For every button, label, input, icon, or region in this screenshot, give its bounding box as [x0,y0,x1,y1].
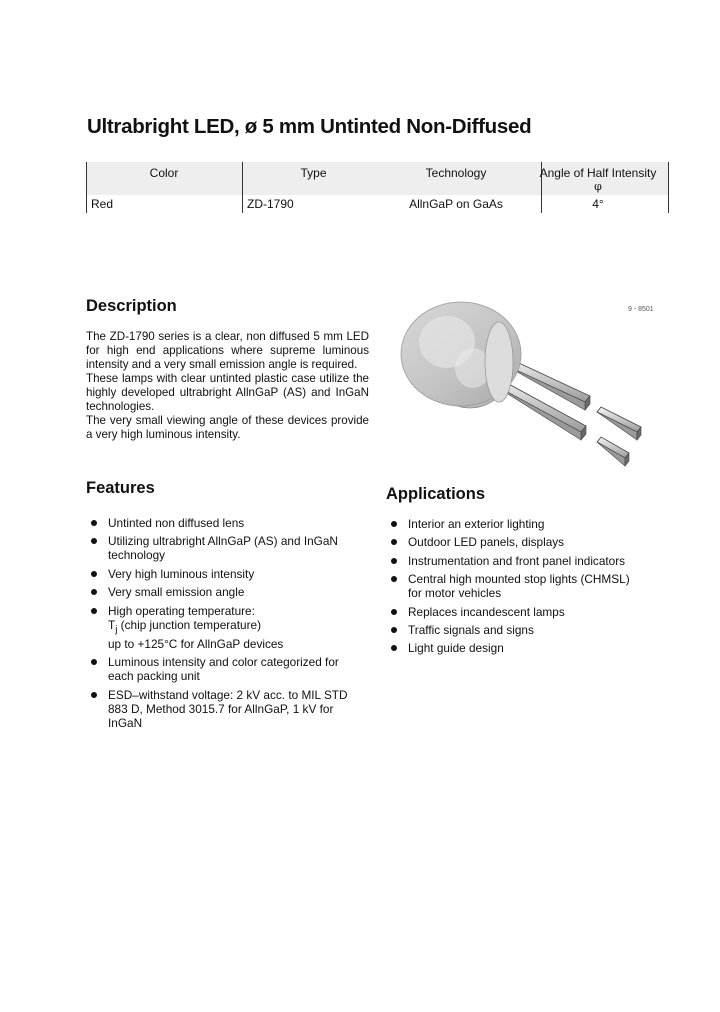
bullet-icon [91,520,97,526]
led-lead-fragment [597,437,629,466]
figure-id: 9 - 8501 [628,306,654,313]
list-item: Traffic signals and signs [386,623,656,637]
temp-range: up to +125°C for AllnGaP devices [108,636,284,651]
page-title: Ultrabright LED, ø 5 mm Untinted Non-Diffused [87,115,532,138]
list-item: Untinted non diffused lens [86,516,376,530]
list-item: Instrumentation and front panel indicators [386,554,656,568]
cell-type: ZD-1790 [247,197,294,211]
features-list [86,516,376,734]
bullet-icon [91,571,97,577]
bullet-icon [391,645,397,651]
header-angle-symbol: φ [594,180,602,193]
description-paragraph: The very small viewing angle of these devices provide a very high luminous intensity. [86,414,369,441]
list-item: Very high luminous intensity [86,567,376,581]
led-illustration [385,290,655,475]
bullet-icon [91,608,97,614]
header-technology: Technology [425,166,487,180]
header-angle: Angle of Half Intensity [539,166,657,180]
list-item: Outdoor LED panels, displays [386,535,656,549]
bullet-icon [91,538,97,544]
list-item: Interior an exterior lighting [386,517,656,531]
description-paragraph: These lamps with clear untinted plastic case utilize the highly developed ultrabright AllnGaP (AS) and InGaN technologies. [86,372,369,413]
led-body [401,302,521,408]
applications-heading: Applications [386,485,486,503]
list-item: Very small emission angle [86,585,376,599]
description-text [86,330,369,442]
bullet-icon [391,609,397,615]
list-item: Central high mounted stop lights (CHMSL) for motor vehicles [386,572,656,600]
list-item: ESD–withstand voltage: 2 kV acc. to MIL STD 883 D, Method 3015.7 for AllnGaP, 1 kV for InGaN [86,688,376,730]
bullet-icon [91,659,97,665]
features-heading: Features [86,479,155,497]
list-item: Light guide design [386,641,656,655]
bullet-icon [91,589,97,595]
temp-note: (chip junction temperature) [117,617,262,632]
list-item: Luminous intensity and color categorized for each packing unit [86,655,376,683]
header-type: Type [300,166,327,180]
cell-angle: 4° [592,197,604,211]
list-item: Utilizing ultrabright AllnGaP (AS) and InGaN technology [86,534,376,562]
header-color: Color [149,166,179,180]
list-item: High operating temperature: $T_j$ (chip junction temperature) up to +125°C for AllnGaP devices [86,604,376,651]
applications-list [386,517,656,660]
bullet-icon [391,627,397,633]
led-lead-fragment [597,407,641,440]
spec-table [86,162,669,213]
bullet-icon [391,521,397,527]
bullet-icon [91,692,97,698]
bullet-icon [391,539,397,545]
bullet-icon [391,558,397,564]
description-paragraph: The ZD-1790 series is a clear, non diffused 5 mm LED for high end applications where supreme luminous intensity and a very small emission angle is required. [86,330,369,371]
cell-technology: AllnGaP on GaAs [409,197,503,211]
temp-symbol: T [108,617,116,632]
temp-subscript: j [115,623,118,635]
list-item: Replaces incandescent lamps [386,605,656,619]
bullet-icon [391,576,397,582]
cell-color: Red [91,197,114,211]
description-heading: Description [86,297,177,315]
